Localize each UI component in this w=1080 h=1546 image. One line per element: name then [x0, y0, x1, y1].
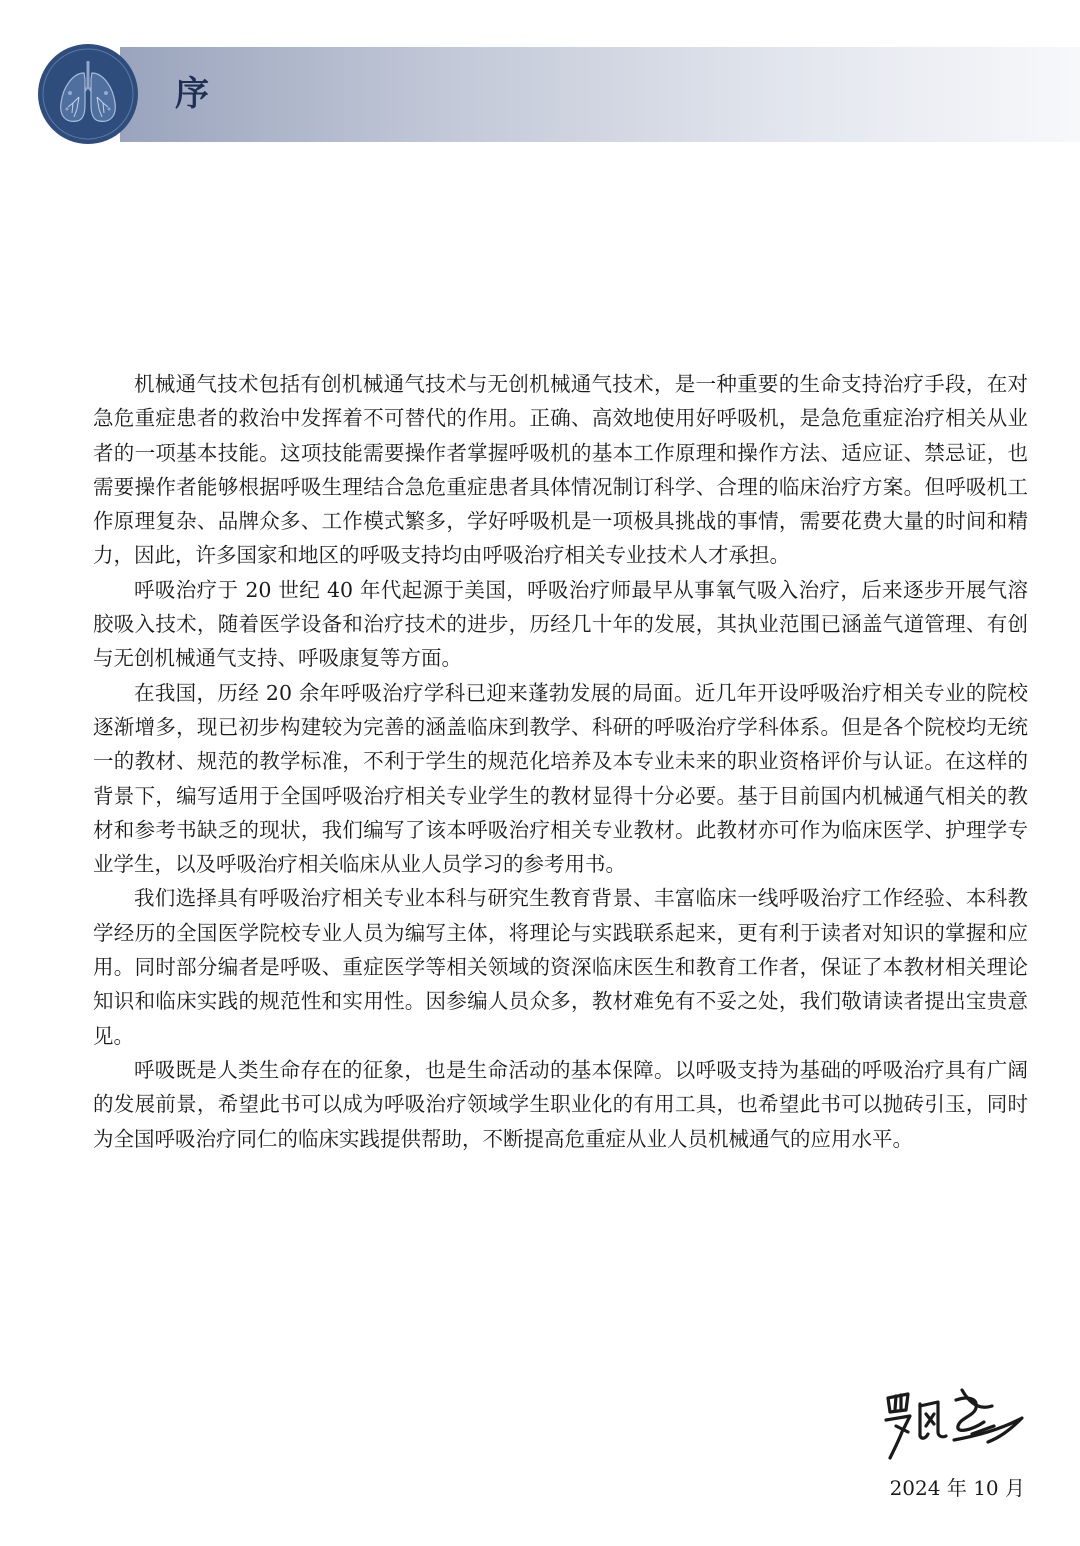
- paragraph-3: 在我国，历经 20 余年呼吸治疗学科已迎来蓬勃发展的局面。近几年开设呼吸治疗相关专业的院校逐渐增多，现已初步构建较为完善的涵盖临床到教学、科研的呼吸治疗学科体系。但是各个院校均无统一的教材、规范的教学标准，不利于学生的规范化培养及本专业未来的职业资格评价与认证。在这样的背景下，编写适用于全国呼吸治疗相关专业学生的教材显得十分必要。基于目前国内机械通气相关的教材和参考书缺乏的现状，我们编写了该本呼吸治疗相关专业教材。此教材亦可作为临床医学、护理学专业学生，以及呼吸治疗相关临床从业人员学习的参考用书。: [93, 680, 1028, 877]
- signature-icon: [880, 1380, 1030, 1464]
- page-title: 序: [175, 74, 209, 114]
- header-band: [120, 47, 1080, 142]
- paragraph-4: 我们选择具有呼吸治疗相关专业本科与研究生教育背景、丰富临床一线呼吸治疗工作经验、本科教学经历的全国医学院校专业人员为编写主体，将理论与实践联系起来，更有利于读者对知识的掌握和应用。同时部分编者是呼吸、重症医学等相关领域的资深临床医生和教育工作者，保证了本教材相关理论知识和临床实践的规范性和实用性。因参编人员众多，教材难免有不妥之处，我们敬请读者提出宝贵意见。: [93, 886, 1028, 1048]
- paragraph-2: 呼吸治疗于 20 世纪 40 年代起源于美国，呼吸治疗师最早从事氧气吸入治疗，后来逐步开展气溶胶吸入技术，随着医学设备和治疗技术的进步，历经几十年的发展，其执业范围已涵盖气道管理、有创与无创机械通气支持、呼吸康复等方面。: [93, 577, 1028, 671]
- lung-icon: [37, 43, 139, 145]
- preface-date: 2024 年 10 月: [889, 1476, 1025, 1500]
- paragraph-5: 呼吸既是人类生命存在的征象，也是生命活动的基本保障。以呼吸支持为基础的呼吸治疗具有广阔的发展前景，希望此书可以成为呼吸治疗领域学生职业化的有用工具，也希望此书可以抛砖引玉，同时为全国呼吸治疗同仁的临床实践提供帮助，不断提高危重症从业人员机械通气的应用水平。: [93, 1057, 1028, 1151]
- paragraph-1: 机械通气技术包括有创机械通气技术与无创机械通气技术，是一种重要的生命支持治疗手段，在对急危重症患者的救治中发挥着不可替代的作用。正确、高效地使用好呼吸机，是急危重症治疗相关从业者的一项基本技能。这项技能需要操作者掌握呼吸机的基本工作原理和操作方法、适应证、禁忌证，也需要操作者能够根据呼吸生理结合急危重症患者具体情况制订科学、合理的临床治疗方案。但呼吸机工作原理复杂、品牌众多、工作模式繁多，学好呼吸机是一项极具挑战的事情，需要花费大量的时间和精力，因此，许多国家和地区的呼吸支持均由呼吸治疗相关专业技术人才承担。: [93, 372, 1028, 568]
- preface-body: [93, 367, 1028, 1156]
